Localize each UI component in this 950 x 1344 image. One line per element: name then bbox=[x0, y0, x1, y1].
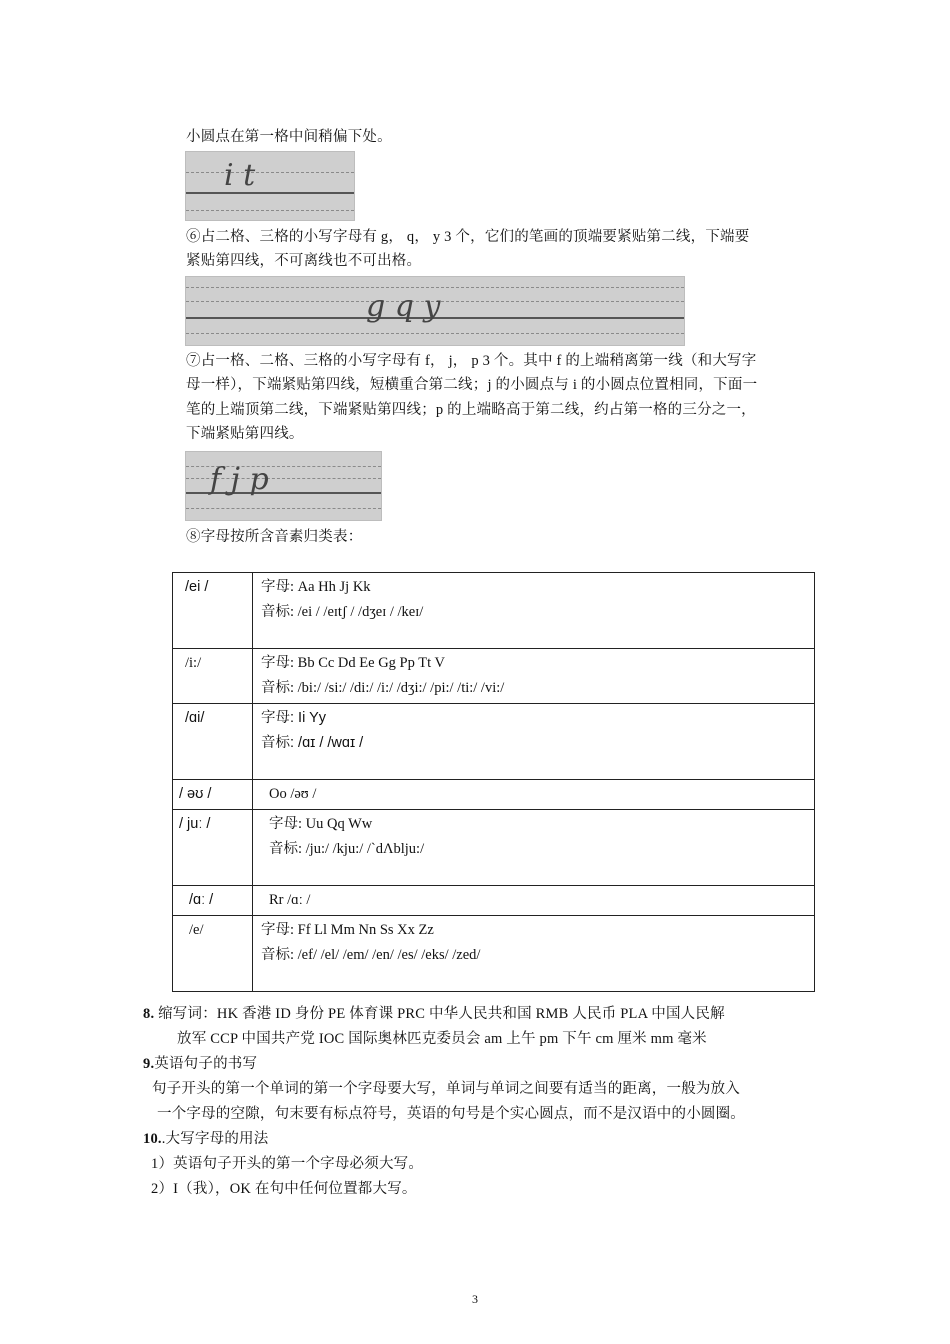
paragraph-8-table-intro: ⑧字母按所含音素归类表： bbox=[186, 529, 363, 545]
phonetics-line: 音标: /ju:/ /kju:/ /`dΛblju:/ bbox=[269, 841, 425, 857]
phonetics-line: 音标: /ei / /eɪtʃ / /dʒeɪ / /keɪ/ bbox=[261, 604, 424, 620]
phoneme-cell: /e/ bbox=[173, 916, 253, 992]
paragraph-7-line3: 笔的上端顶第二线，下端紧贴第四线；p 的上端略高于第二线，约占第一格的三分之一， bbox=[186, 402, 756, 418]
phonetics-line: 音标: /bi:/ /si:/ /di:/ /i:/ /dʒi:/ /pi:/ /ti:/ /vi:/ bbox=[261, 680, 505, 696]
phoneme-cell: /ei / bbox=[173, 573, 253, 649]
table-row bbox=[173, 810, 815, 886]
paragraph-6-line1: ⑥占二格、三格的小写字母有 g， q， y 3 个，它们的笔画的顶端要紧贴第二线，下端要 bbox=[186, 229, 750, 245]
phoneme-cell: /i:/ bbox=[173, 649, 253, 704]
phonetics-line: 音标: /ɑɪ / /wɑɪ / bbox=[261, 735, 364, 751]
letters-cell: Rr /ɑː / bbox=[253, 886, 815, 916]
section-8-number: 8. bbox=[143, 1006, 155, 1022]
table-row bbox=[173, 649, 815, 704]
handwriting-image-i-t bbox=[185, 151, 355, 221]
letters-cell bbox=[253, 649, 815, 704]
table-row bbox=[173, 780, 815, 810]
handwriting-image-g-q-y bbox=[185, 276, 685, 346]
section-8-text: 缩写词：HK 香港 ID 身份 PE 体育课 PRC 中华人民共和国 RMB 人民币 PLA 中国人民解 bbox=[154, 1006, 725, 1022]
section-10-heading bbox=[143, 1128, 268, 1151]
letters-cell: Oo /əʊ / bbox=[253, 780, 815, 810]
table-row bbox=[173, 916, 815, 992]
table-row bbox=[173, 886, 815, 916]
phoneme-cell: / əʊ / bbox=[173, 780, 253, 810]
table-row bbox=[173, 573, 815, 649]
section-9-number: 9. bbox=[143, 1056, 155, 1072]
phonetics-line: 音标: /ef/ /el/ /em/ /en/ /es/ /eks/ /zed/ bbox=[261, 947, 481, 963]
paragraph-6-line2: 紧贴第四线，不可离线也不可出格。 bbox=[186, 253, 422, 269]
letters-line: 字母: Ff Ll Mm Nn Ss Xx Zz bbox=[261, 922, 434, 938]
letters-line: 字母: Bb Cc Dd Ee Gg Pp Tt V bbox=[261, 655, 445, 671]
paragraph-7-line4: 下端紧贴第四线。 bbox=[186, 426, 304, 442]
section-9-title: 英语句子的书写 bbox=[154, 1056, 258, 1072]
section-10-item2: 2）I（我），OK 在句中任何位置都大写。 bbox=[151, 1181, 417, 1197]
handwriting-letters: i t bbox=[224, 158, 256, 193]
table-row bbox=[173, 704, 815, 780]
letters-cell bbox=[253, 573, 815, 649]
section-9-line1: 句子开头的第一个单词的第一个字母要大写，单词与单词之间要有适当的距离，一般为放入 bbox=[152, 1081, 740, 1097]
letters-cell bbox=[253, 810, 815, 886]
phoneme-cell: /ɑː / bbox=[173, 886, 253, 916]
section-10-title: .大写字母的用法 bbox=[161, 1131, 269, 1147]
phoneme-table bbox=[172, 572, 815, 992]
handwriting-letters: f j p bbox=[210, 462, 269, 497]
handwriting-image-f-j-p bbox=[185, 451, 382, 521]
paragraph-dot-position: 小圆点在第一格中间稍偏下处。 bbox=[186, 129, 392, 145]
letters-line: 字母: Uu Qq Ww bbox=[269, 816, 373, 832]
section-10-number: 10. bbox=[143, 1131, 162, 1147]
letters-line: 字母: Aa Hh Jj Kk bbox=[261, 579, 371, 595]
section-9-line2: 一个字母的空隙，句末要有标点符号，英语的句号是个实心圆点，而不是汉语中的小圆圈。 bbox=[157, 1106, 745, 1122]
section-8-line2: 放军 CCP 中国共产党 IOC 国际奥林匹克委员会 am 上午 pm 下午 cm 厘米 mm 毫米 bbox=[177, 1031, 707, 1047]
section-8-line1 bbox=[143, 1003, 725, 1026]
phoneme-cell: /ɑi/ bbox=[173, 704, 253, 780]
letters-line: 字母: Ii Yy bbox=[261, 710, 326, 726]
handwriting-letters: g q y bbox=[366, 289, 441, 324]
phoneme-cell: / juː / bbox=[173, 810, 253, 886]
page-number: 3 bbox=[472, 1292, 478, 1306]
paragraph-7-line1: ⑦占一格、二格、三格的小写字母有 f， j， p 3 个。其中 f 的上端稍离第一线（和大写字 bbox=[186, 353, 757, 369]
letters-cell bbox=[253, 704, 815, 780]
section-10-item1: 1）英语句子开头的第一个字母必须大写。 bbox=[151, 1156, 424, 1172]
paragraph-7-line2: 母一样），下端紧贴第四线，短横重合第二线；j 的小圆点与 i 的小圆点位置相同，下面一 bbox=[186, 377, 758, 393]
section-9-heading bbox=[143, 1053, 257, 1076]
letters-cell bbox=[253, 916, 815, 992]
